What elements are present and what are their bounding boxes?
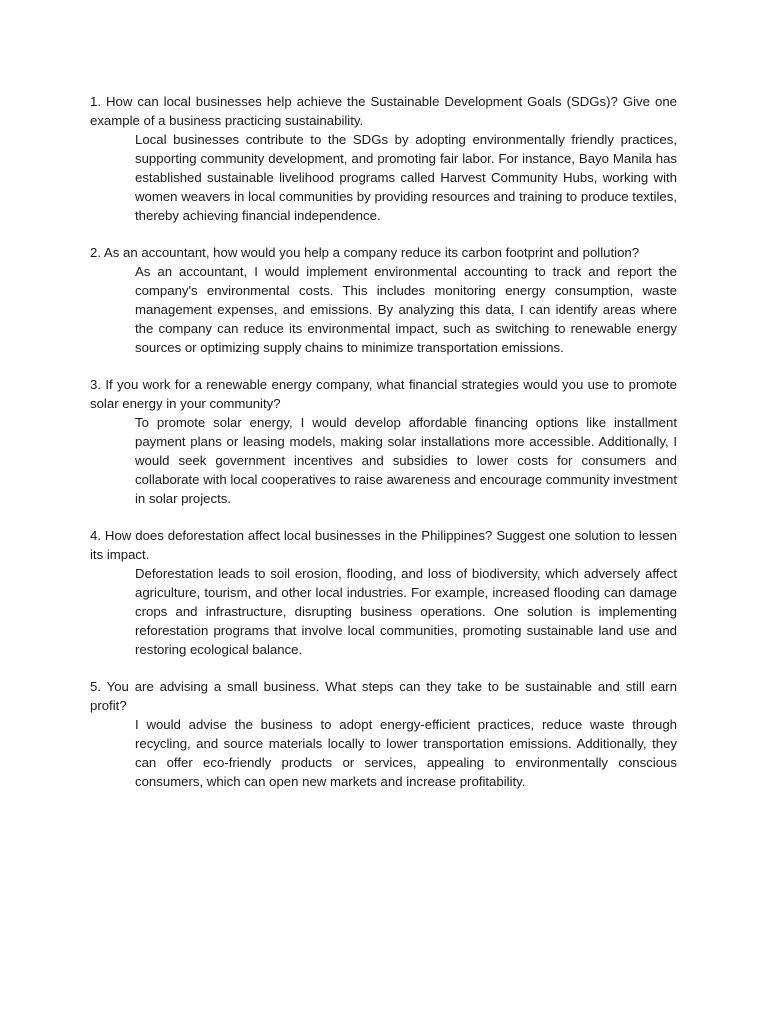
document-page — [90, 92, 677, 809]
question-3: 3. If you work for a renewable energy company, what financial strategies would you use to promote solar energy in your community? — [90, 377, 677, 411]
question-1: 1. How can local businesses help achieve the Sustainable Development Goals (SDGs)? Give one example of a business practicing sustainability. — [90, 94, 677, 128]
answer-3: To promote solar energy, I would develop affordable financing options like installment payment plans or leasing models, making solar installations more accessible. Additionally, I would seek government incentives and subsidies to lower costs for consumers and collaborate with local cooperatives to raise awareness and encourage community investment in solar projects. — [135, 415, 677, 506]
question-5: 5. You are advising a small business. What steps can they take to be sustainable and still earn profit? — [90, 679, 677, 713]
qa-item-2 — [90, 243, 677, 357]
qa-item-3 — [90, 375, 677, 508]
qa-item-5 — [90, 677, 677, 791]
answer-1: Local businesses contribute to the SDGs by adopting environmentally friendly practices, supporting community development, and promoting fair labor. For instance, Bayo Manila has established sustainable livelihood programs called Harvest Community Hubs, working with women weavers in local communities by providing resources and training to produce textiles, thereby achieving financial independence. — [135, 132, 677, 223]
qa-item-1 — [90, 92, 677, 225]
answer-2: As an accountant, I would implement environmental accounting to track and report the company's environmental costs. This includes monitoring energy consumption, waste management expenses, and emissions. By analyzing this data, I can identify areas where the company can reduce its environmental impact, such as switching to renewable energy sources or optimizing supply chains to minimize transportation emissions. — [135, 264, 677, 355]
answer-4: Deforestation leads to soil erosion, flooding, and loss of biodiversity, which adversely affect agriculture, tourism, and other local industries. For example, increased flooding can damage crops and infrastructure, disrupting business operations. One solution is implementing reforestation programs that involve local communities, promoting sustainable land use and restoring ecological balance. — [135, 566, 677, 657]
answer-5: I would advise the business to adopt energy-efficient practices, reduce waste through recycling, and source materials locally to lower transportation emissions. Additionally, they can offer eco-friendly products or services, appealing to environmentally conscious consumers, which can open new markets and increase profitability. — [135, 717, 677, 789]
question-2: 2. As an accountant, how would you help a company reduce its carbon footprint and pollution? — [90, 245, 640, 260]
question-4: 4. How does deforestation affect local businesses in the Philippines? Suggest one solution to lessen its impact. — [90, 528, 677, 562]
qa-item-4 — [90, 526, 677, 659]
